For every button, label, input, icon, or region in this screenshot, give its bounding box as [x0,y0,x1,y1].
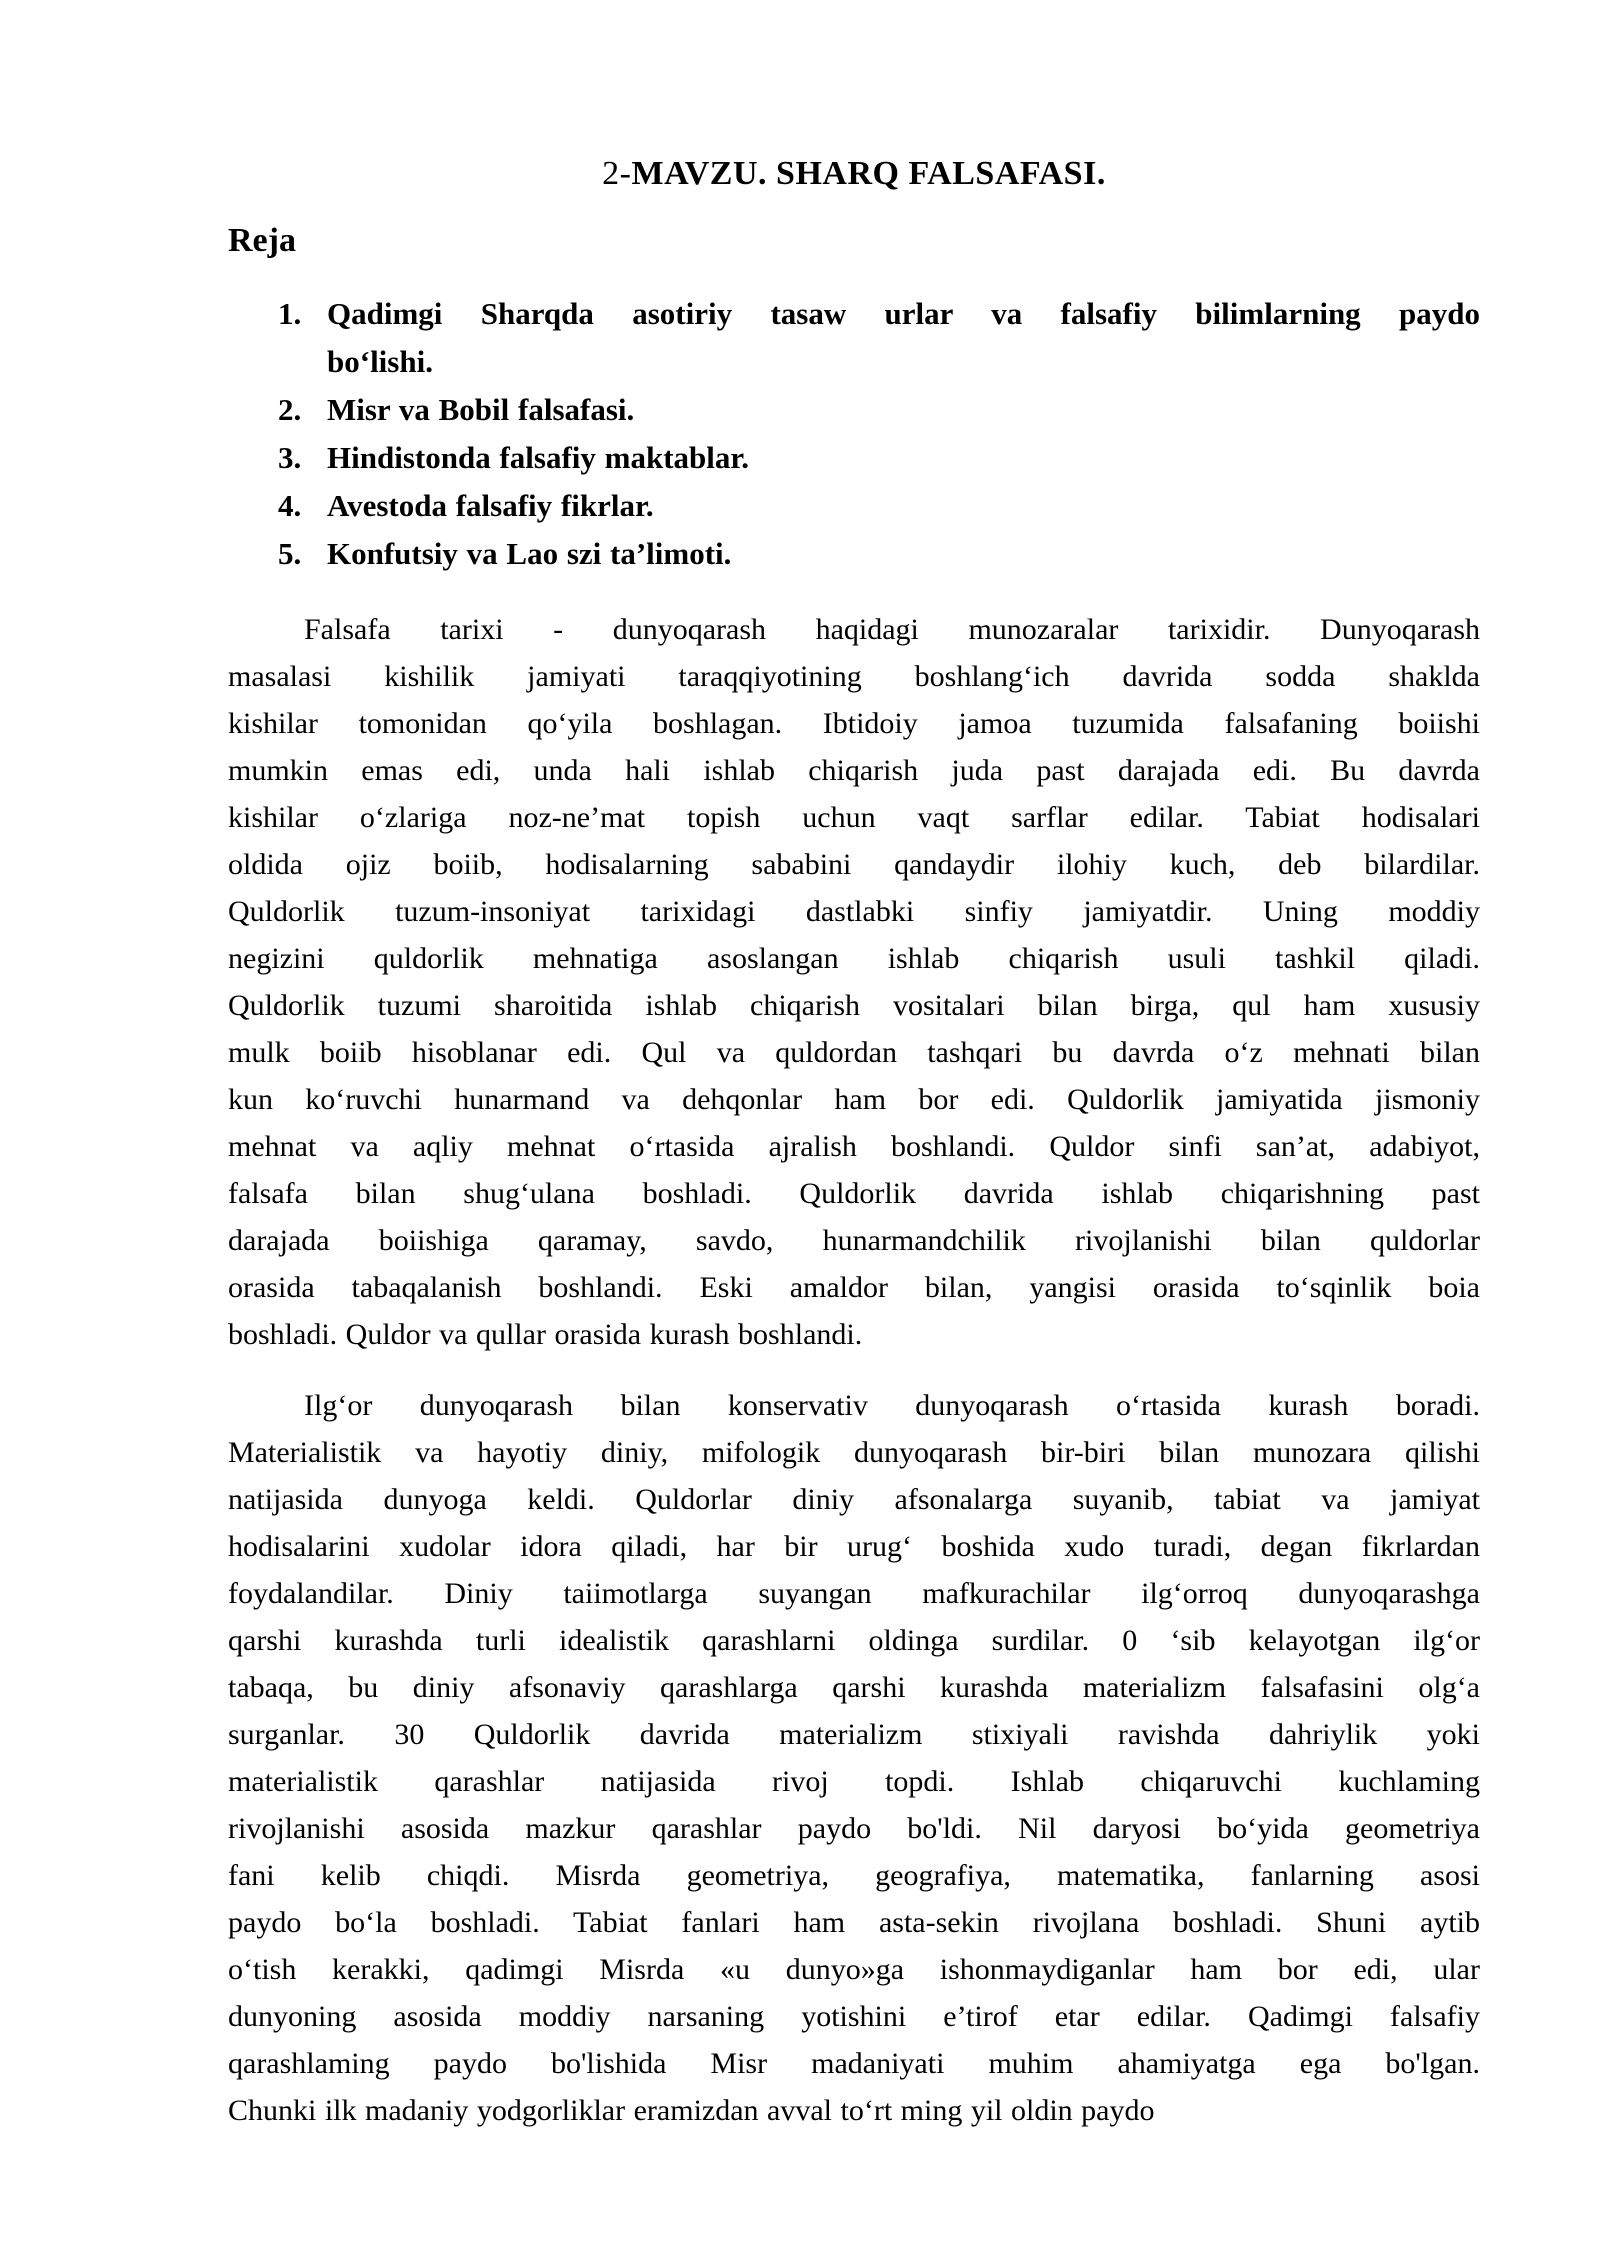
paragraph-text-line: paydo bo‘la boshladi. Tabiat fanlari ham asta-sekin rivojlana boshladi. Shuni aytib [228,1906,1480,1939]
plan-item-number: 4. [278,488,302,523]
body-paragraphs [228,606,1480,2134]
plan-item [228,386,1480,434]
plan-item-number: 1. [278,296,302,331]
paragraph-text-line: negizini quldorlik mehnatiga asoslangan ishlab chiqarish usuli tashkil qiladi. [228,942,1480,975]
title-number-prefix: 2- [602,155,632,192]
paragraph-text-line: Falsafa tarixi - dunyoqarash haqidagi munozaralar tarixidir. Dunyoqarash [304,613,1480,646]
paragraph-text-line: hodisalarini xudolar idora qiladi, har bir urug‘ boshida xudo turadi, degan fikrlardan [228,1530,1480,1563]
plan-item [228,434,1480,482]
paragraph-text-line: mulk boiib hisoblanar edi. Qul va quldordan tashqari bu davrda o‘z mehnati bilan [228,1036,1480,1069]
paragraph-text-line: masalasi kishilik jamiyati taraqqiyotining boshlang‘ich davrida sodda shaklda [228,660,1480,693]
plan-item-text-line: Qadimgi Sharqda asotiriy tasaw urlar va falsafiy bilimlarning paydo [327,296,1480,331]
paragraph [228,1382,1480,2134]
document-content [228,150,1480,2134]
paragraph-text-line: o‘tish kerakki, qadimgi Misrda «u dunyo»ga ishonmaydiganlar ham bor edi, ular [228,1953,1480,1986]
plan-list [228,290,1480,578]
paragraph [228,606,1480,1358]
paragraph-text-line: Ilg‘or dunyoqarash bilan konservativ dunyoqarash o‘rtasida kurash boradi. [304,1389,1480,1422]
plan-item [228,530,1480,578]
plan-item-number: 5. [278,536,302,571]
paragraph-text-line: qarshi kurashda turli idealistik qarashlarni oldinga surdilar. 0 ‘sib kelayotgan ilg‘or [228,1624,1480,1657]
paragraph-text-line: foydalandilar. Diniy taiimotlarga suyangan mafkurachilar ilg‘orroq dunyoqarashga [228,1577,1480,1610]
paragraph-text-line: surganlar. 30 Quldorlik davrida materializm stixiyali ravishda dahriylik yoki [228,1718,1480,1751]
plan-item-text-line: Misr va Bobil falsafasi. [327,392,635,427]
paragraph-text-line: Materialistik va hayotiy diniy, mifologik dunyoqarash bir-biri bilan munozara qilishi [228,1436,1480,1469]
plan-item-number: 3. [278,440,302,475]
plan-item-text-line: Avestoda falsafiy fikrlar. [327,488,654,523]
paragraph-text-line: Quldorlik tuzumi sharoitida ishlab chiqarish vositalari bilan birga, qul ham xususiy [228,989,1480,1022]
plan-item-text-line: bo‘lishi. [327,344,433,379]
paragraph-text-line: orasida tabaqalanish boshlandi. Eski amaldor bilan, yangisi orasida to‘sqinlik boia [228,1271,1480,1304]
paragraph-text-line: kishilar tomonidan qo‘yila boshlagan. Ibtidoiy jamoa tuzumida falsafaning boiishi [228,707,1480,740]
paragraph-text-line: natijasida dunyoga keldi. Quldorlar diniy afsonalarga suyanib, tabiat va jamiyat [228,1483,1480,1516]
plan-heading: Reja [228,222,296,259]
paragraph-text-line: fani kelib chiqdi. Misrda geometriya, geografiya, matematika, fanlarning asosi [228,1859,1480,1892]
title-main-text: MAVZU. SHARQ FALSAFASI. [631,155,1106,192]
plan-item-text-line: Konfutsiy va Lao szi ta’limoti. [327,536,732,571]
paragraph-text-line: Quldorlik tuzum-insoniyat tarixidagi dastlabki sinfiy jamiyatdir. Uning moddiy [228,895,1480,928]
plan-item [228,482,1480,530]
paragraph-text-line: kishilar o‘zlariga noz-ne’mat topish uchun vaqt sarflar edilar. Tabiat hodisalari [228,801,1480,834]
paragraph-text-line: tabaqa, bu diniy afsonaviy qarashlarga qarshi kurashda materializm falsafasini olg‘a [228,1671,1480,1704]
paragraph-text-line: qarashlaming paydo bo'lishida Misr madaniyati muhim ahamiyatga ega bo'lgan. [228,2047,1480,2080]
paragraph-text-line: falsafa bilan shug‘ulana boshladi. Quldorlik davrida ishlab chiqarishning past [228,1177,1480,1210]
paragraph-text-line: mumkin emas edi, unda hali ishlab chiqarish juda past darajada edi. Bu davrda [228,754,1480,787]
paragraph-text-line: darajada boiishiga qaramay, savdo, hunarmandchilik rivojlanishi bilan quldorlar [228,1224,1480,1257]
paragraph-text-line: materialistik qarashlar natijasida rivoj topdi. Ishlab chiqaruvchi kuchlaming [228,1765,1480,1798]
paragraph-text-line: kun ko‘ruvchi hunarmand va dehqonlar ham bor edi. Quldorlik jamiyatida jismoniy [228,1083,1480,1116]
plan-item-number: 2. [278,392,302,427]
paragraph-text-line: boshladi. Quldor va qullar orasida kurash boshlandi. [228,1318,863,1351]
paragraph-text-line: dunyoning asosida moddiy narsaning yotishini e’tirof etar edilar. Qadimgi falsafiy [228,2000,1480,2033]
paragraph-text-line: Chunki ilk madaniy yodgorliklar eramizdan avval to‘rt ming yil oldin paydo [228,2094,1155,2127]
plan-item [228,290,1480,386]
paragraph-text-line: oldida ojiz boiib, hodisalarning sababini qandaydir ilohiy kuch, deb bilardilar. [228,848,1480,881]
paragraph-text-line: mehnat va aqliy mehnat o‘rtasida ajralish boshlandi. Quldor sinfi san’at, adabiyot, [228,1130,1480,1163]
page-title [228,150,1480,197]
paragraph-text-line: rivojlanishi asosida mazkur qarashlar paydo bo'ldi. Nil daryosi bo‘yida geometriya [228,1812,1480,1845]
plan-item-text-line: Hindistonda falsafiy maktablar. [327,440,750,475]
